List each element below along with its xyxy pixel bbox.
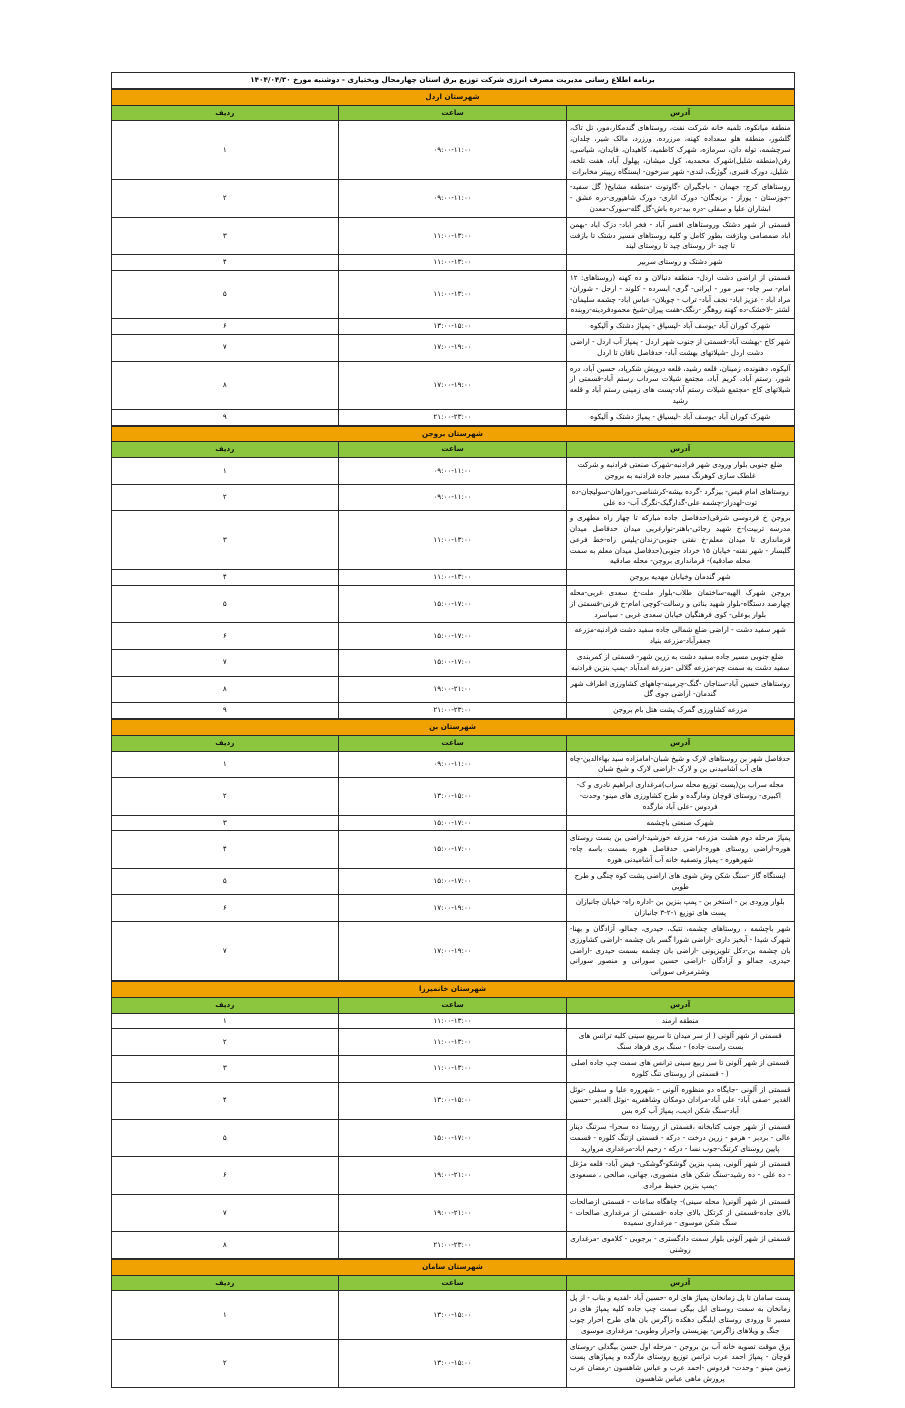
table-row [111, 270, 794, 318]
row-number: ۴ [111, 1082, 339, 1119]
column-header-address: آدرس [566, 735, 794, 751]
outage-address: مزرعه کشاورزی گمرک پشت هتل بام بروجن [566, 703, 794, 719]
row-number: ۳ [111, 511, 339, 570]
outage-address: پمپاژ مرحله دوم هشت مزرعه- مزرعه خورشید-اراضی بن بست روستای هوره-اراضی روستای هوره-اراضی حدفاصل هوره بسمت باسه چاه-شهرهوره - پمپاژ وتصفیه خانه آب آشامیدنی هوره [566, 831, 794, 868]
county-section-table [111, 426, 795, 720]
table-row [111, 1339, 794, 1387]
column-header-row [111, 735, 794, 751]
outage-time: ۱۱:۰۰-۱۳:۰۰ [339, 570, 567, 586]
row-number: ۲ [111, 180, 339, 217]
outage-address: ایستگاه گاز -سنگ شکن وش شوی های اراضی پشت کوه چنگی و طرح طوبی [566, 868, 794, 895]
row-number: ۳ [111, 217, 339, 254]
outage-time: ۱۱:۰۰-۱۳:۰۰ [339, 217, 567, 254]
row-number: ۶ [111, 895, 339, 922]
row-number: ۱ [111, 121, 339, 180]
table-row [111, 1055, 794, 1082]
outage-time: ۱۵:۰۰-۱۷:۰۰ [339, 650, 567, 677]
table-row [111, 1291, 794, 1339]
outage-time: ۲۱:۰۰-۲۳:۰۰ [339, 1232, 567, 1259]
outage-address: قسمتی از اراضی دشت اردل- منطقه دنبالان و ده کهنه (روستاهای: ۱۲ امام- سر چاه- سر مور - ایرانی- گری- ابسرده - کلوند - ارجل - شوران- مراد اباد - عزیز اباد- نجف آباد- تراب - چویلان- عباس اباد- چشمه سلیمان-لشتر -لاخشک-ده کهنه روهگر -رنگک-هفت پیران-شیخ محمودفردینه-روبنده [566, 270, 794, 318]
column-header-row-number: ردیف [111, 735, 339, 751]
row-number: ۲ [111, 778, 339, 815]
outage-time: ۱۵:۰۰-۱۷:۰۰ [339, 1119, 567, 1156]
outage-address: شهر دشتک و روستای سربیر [566, 255, 794, 271]
outage-address: قسمتی از شهر دشتک وروستاهای افسر آباد - فخر اباد- دزک اباد -بهمن اباد صمصامی وبازفت بطور کامل و کلیه روستاهای مسیر دشتک تا بازفت تا چید -از روستای چید تا روستای لیند [566, 217, 794, 254]
row-number: ۸ [111, 676, 339, 703]
table-row [111, 868, 794, 895]
column-header-address: آدرس [566, 997, 794, 1013]
table-row [111, 815, 794, 831]
outage-address: منطقه ارمند [566, 1013, 794, 1029]
row-number: ۸ [111, 1232, 339, 1259]
table-row [111, 319, 794, 335]
table-row [111, 922, 794, 981]
table-row [111, 586, 794, 623]
table-row [111, 1013, 794, 1029]
outage-time: ۱۳:۰۰-۱۵:۰۰ [339, 319, 567, 335]
outage-address: حدفاصل شهر بن روستاهای لارک و شیخ شبان-امامزاده سید بهاءالدین-چاه های آب آشامیدنی بن و لارک -اراضی لارک و شیخ شبان [566, 751, 794, 778]
outage-address: پست سامان تا پل زمانخان پمپاژ های لره -حسین آباد -لفدیه و بناب - از پل زمانخان به سمت روستای ایل بیگی سمت چپ جاده کلیه پمپاژ های در مسیر تا ورودی روستای ایلبگی دهکده زاگرس بان های طرح احرار چوب جنگ و ویلاهای زاگرس- بهزیستی واحرار وطوبی- مرغداری موسوی [566, 1291, 794, 1339]
outage-time: ۱۱:۰۰-۱۳:۰۰ [339, 1013, 567, 1029]
outage-time: ۱۹:۰۰-۲۱:۰۰ [339, 1157, 567, 1194]
outage-time: ۲۱:۰۰-۲۳:۰۰ [339, 409, 567, 425]
column-header-time: ساعت [339, 997, 567, 1013]
outage-time: ۱۷:۰۰-۱۹:۰۰ [339, 334, 567, 361]
table-row [111, 511, 794, 570]
table-row [111, 1119, 794, 1156]
row-number: ۹ [111, 703, 339, 719]
county-band-row [111, 1259, 794, 1275]
row-number: ۹ [111, 409, 339, 425]
county-section-body [111, 1259, 794, 1387]
table-row [111, 751, 794, 778]
outage-time: ۰۹:۰۰-۱۱:۰۰ [339, 121, 567, 180]
table-row [111, 255, 794, 271]
row-number: ۱ [111, 1013, 339, 1029]
table-row [111, 623, 794, 650]
outage-time: ۱۵:۰۰-۱۷:۰۰ [339, 586, 567, 623]
county-name: شهرستان بروجن [111, 426, 794, 442]
row-number: ۶ [111, 623, 339, 650]
column-header-row [111, 1275, 794, 1291]
table-row [111, 1157, 794, 1194]
outage-address: شهر سفید دشت - اراضی ضلع شمالی جاده سفید دشت فرادنبه-مزرعه جعفرآباد-مزرعه بنیاد [566, 623, 794, 650]
outage-time: ۲۱:۰۰-۲۳:۰۰ [339, 703, 567, 719]
outage-time: ۱۱:۰۰-۱۳:۰۰ [339, 1029, 567, 1056]
table-row [111, 217, 794, 254]
outage-address: روستاهای کرج- جهمان - باجگیران -گاوتوت -منطقه مشایخ( گل سفید- -جوزستان - پوراز - برنجگان- دورک اناری- دورک شاهپوری-دره عشق - ابشاران علیا و سفلی -دره بید-دره باش-گل گله-سورک-معدن [566, 180, 794, 217]
county-band-row [111, 426, 794, 442]
outage-time: ۱۹:۰۰-۲۱:۰۰ [339, 676, 567, 703]
outage-time: ۰۹:۰۰-۱۱:۰۰ [339, 484, 567, 511]
outage-time: ۱۳:۰۰-۱۵:۰۰ [339, 1291, 567, 1339]
document-title: برنامه اطلاع رسانی مدیریت مصرف انرژی شرکت توزیع برق استان چهارمحال وبختیاری - دوشنبه مورخ ۱۴۰۴/۰۴/۳۰ [111, 73, 794, 89]
outage-address: بروجن خ فردوسی شرقی(حدفاصل جاده مبارکه تا چهار راه مطهری و مدرسه تربیت)-خ شهید رجائی-باهنر-نوارغربی میدان حدفاصل میدان قرمانداری تا میدان معلم-خ نفتی جنوبی-زندان-پلیس راه-خط فرعی گلیسار - شهر نقنه- خیابان ۱۵ خرداد جنوبی(حدفاصل میدان معلم به سمت محله صادقیه)- قرمانداری بروجن- محله صادقیه [566, 511, 794, 570]
row-number: ۶ [111, 1157, 339, 1194]
table-row [111, 334, 794, 361]
county-section-table [111, 981, 795, 1259]
table-row [111, 570, 794, 586]
county-section-body [111, 981, 794, 1258]
outage-address: منطقه میانکوه، تلمبه خانه شرکت نفت، روستاهای گندمکار،مور، تل تاک، گلشور، منطقه هلو سعداده کهنه، مرزرده، ورزرد، مالک شیر، چلدان، سرچشمه، توله دان، سرمازه، شهرک کاظمیه، کاهیدان، فایدان، شیاسی، رفن(منطقه شلیل)شهرک محمدیه، کول میشان، پهلول آباد، هفت تلخه، شلیل، دورک قنبری، گوژنگ، لندی- شهر سرخون- ایستگاه ریپیتر مخابرات [566, 121, 794, 180]
table-row [111, 180, 794, 217]
county-section-table [111, 1259, 795, 1388]
outage-time: ۰۹:۰۰-۱۱:۰۰ [339, 458, 567, 485]
table-row [111, 484, 794, 511]
column-header-time: ساعت [339, 105, 567, 121]
row-number: ۵ [111, 270, 339, 318]
outage-time: ۱۵:۰۰-۱۷:۰۰ [339, 815, 567, 831]
county-section-body [111, 426, 794, 719]
county-band-row [111, 981, 794, 997]
outage-address: قسمتی از شهر آلونی( محله سینی)- چاهگاه ساعات - قسمتی ازصالحات بالای جاده-قسمتی از کرتکل بالای جاده -قسمتی از مرغداری صالحات - سنگ شکن موسوی - مرغداری سمیده [566, 1194, 794, 1231]
outage-address: شهرک کوران آباد -یوسف آباد -لیسیاق - پمپاژ دشتک و آلیکوه [566, 409, 794, 425]
row-number: ۵ [111, 1119, 339, 1156]
outage-time: ۰۹:۰۰-۱۱:۰۰ [339, 751, 567, 778]
table-row [111, 650, 794, 677]
outage-time: ۱۱:۰۰-۱۳:۰۰ [339, 1055, 567, 1082]
column-header-time: ساعت [339, 1275, 567, 1291]
outage-address: قسمتی از شهر جونب کتابخانه ،قسمتی از روستا ده سحرا- سرتنگ دینار عالی - بردبر - هرمو - زرین درخت - درکه - قسمتی ازتنگ کلوره - قسمت پایین روستای کرتنگ-جوب نسا - درکه - رحیم اباد-مرغداری مروارید [566, 1119, 794, 1156]
document-title-row [111, 73, 794, 89]
outage-time: ۱۳:۰۰-۱۵:۰۰ [339, 1082, 567, 1119]
county-section-table [111, 89, 795, 426]
table-row [111, 778, 794, 815]
county-band-row [111, 89, 794, 105]
row-number: ۴ [111, 570, 339, 586]
outage-address: شهرک کوران آباد -یوسف آباد -لیسیاق - پمپاژ دشتک و آلیکوه [566, 319, 794, 335]
county-name: شهرستان بن [111, 720, 794, 736]
outage-time: ۱۷:۰۰-۱۹:۰۰ [339, 361, 567, 409]
row-number: ۱ [111, 751, 339, 778]
outage-time: ۱۳:۰۰-۱۵:۰۰ [339, 778, 567, 815]
row-number: ۷ [111, 650, 339, 677]
county-name: شهرستان سامان [111, 1259, 794, 1275]
row-number: ۲ [111, 1029, 339, 1056]
column-header-time: ساعت [339, 442, 567, 458]
outage-time: ۰۹:۰۰-۱۱:۰۰ [339, 180, 567, 217]
column-header-row-number: ردیف [111, 442, 339, 458]
table-row [111, 409, 794, 425]
outage-time: ۱۱:۰۰-۱۳:۰۰ [339, 511, 567, 570]
column-header-time: ساعت [339, 735, 567, 751]
table-row [111, 1194, 794, 1231]
row-number: ۳ [111, 815, 339, 831]
outage-address: قسمتی از شهر آلونی تا سر ربیع سینی ترانس های سمت چپ جاده اصلی ( - قسمتی از روستای تنگ کلوره [566, 1055, 794, 1082]
outage-time: ۱۱:۰۰-۱۳:۰۰ [339, 255, 567, 271]
outage-time: ۱۷:۰۰-۱۹:۰۰ [339, 922, 567, 981]
table-row [111, 1232, 794, 1259]
outage-address: شهر باچشمه ، روستاهای چشمه، تتبک، حیدری، جمالو، آزادگان و بهنا-شهرک شیدا - آبخیز داری -اراضی شورا گسر بان چشمه -اراضی کشاورزی بان چشمه بن-دکل تلویزیونی -اراضی بان چشمه بسمت حیدری -اراضی حیدری، جمالو و آزادگان -اراضی حسین سورانی و منصور سورانی وشترمرغی سورانی [566, 922, 794, 981]
column-header-row-number: ردیف [111, 105, 339, 121]
column-header-address: آدرس [566, 1275, 794, 1291]
table-body [111, 73, 794, 89]
row-number: ۲ [111, 1339, 339, 1387]
column-header-row [111, 442, 794, 458]
county-band-row [111, 720, 794, 736]
outage-time: ۱۱:۰۰-۱۳:۰۰ [339, 270, 567, 318]
county-name: شهرستان اردل [111, 89, 794, 105]
outage-address: بلوار ورودی بن - استخر بن - پمپ بنزین بن -اداره راه- خیابان جانبازان پست های توزیع ۱-۲-۳ جانبازان [566, 895, 794, 922]
outage-address: شهر کاج -بهشت آباد-قسمتی از جنوب شهر اردل - پمپاژ آب اردل - اراضی دشت اردل -شیلاتهای بهشت آباد- حدفاصل ناقان تا اردل [566, 334, 794, 361]
column-header-row [111, 997, 794, 1013]
row-number: ۵ [111, 868, 339, 895]
outage-address: آلیکوه، دهنونده، زمینان، قلعه رشید، قلعه درویش شکرپاد، حسین آباد، دره شور، رستم آباد، کریم آباد، مجتمع شیلات سرداب رستم آباد-قسمتی از شیلاتهای کاج -مجتمع شیلات رستم آباد-پست های زمینی رستم آباد و قلعه رشید [566, 361, 794, 409]
row-number: ۵ [111, 586, 339, 623]
table-row [111, 1082, 794, 1119]
outage-time: ۱۵:۰۰-۱۷:۰۰ [339, 623, 567, 650]
outage-address: قسمتی از آلونی -جایگاه دو منظوره آلونی - شهروره علیا و سفلی -نوئل الغدیر -صفی آباد- علی آباد-مرادان دومکان وشاهفریه -نوئل الغدیر -حسین آباد-سنگ شکن ادیب، پمپاژ آب کره بس [566, 1082, 794, 1119]
table-row [111, 703, 794, 719]
row-number: ۴ [111, 831, 339, 868]
outage-address: شهر گندمان وخیابان مهدیه بروجن [566, 570, 794, 586]
outage-time: ۱۹:۰۰-۲۱:۰۰ [339, 1194, 567, 1231]
table-row [111, 1029, 794, 1056]
outage-address: برق موقت تصویه خانه آب بن بروجن - مرحله اول حسن بیگدلی -روستای قوچان - پمپاژ احمد عرب ترانس توزیع روستای مارگده و پمپاژهای پست زمین مینو - وحدت- فردوس -احمد عرب و عباس شاهسون -رمضان عرب پرورش ماهی عباس شاهسون [566, 1339, 794, 1387]
row-number: ۸ [111, 361, 339, 409]
county-section-table [111, 719, 795, 981]
county-name: شهرستان خانمیرزا [111, 981, 794, 997]
outage-address: قسمتی از شهر آلونی، پمپ بنزین گوشکو-گوشکی- فیض آباد- قلعه مژغل - ده علی - ده رشید-سنگ شکن های منصوری، جهانی، صالحی ، مسعودی -پمپ بنزین حفیظ مرادی [566, 1157, 794, 1194]
outage-address: قسمتی از شهر آلونی بلوار سمت دادگستری - برجویی - کلاموی -مرغداری روشنی [566, 1232, 794, 1259]
table-row [111, 121, 794, 180]
outage-address: محله سراب بن(پست توزیع محله سراب)مرغداری ابراهیم نادری و ک-اکبیری- روستای قوچان ومارگده و طرح کشاورزی های مینو- وحدت- فردوس -علی آباد مارگده [566, 778, 794, 815]
county-section-body [111, 89, 794, 425]
column-header-address: آدرس [566, 105, 794, 121]
row-number: ۳ [111, 1055, 339, 1082]
row-number: ۱ [111, 1291, 339, 1339]
outage-address: بروجن شهرک الهیه-ساختمان طلاب-بلوار ملت-خ سعدی غربی-محله چهارصد دستگاه-بلوار شهید بناتی و رسالت-کوچی امام-خ قرنی-قسمتی از بلوار بوعلی- کوی فرهنگیان خیابان سعدی غربی - سیاسرد [566, 586, 794, 623]
row-number: ۴ [111, 255, 339, 271]
outage-time: ۱۳:۰۰-۱۵:۰۰ [339, 1339, 567, 1387]
outage-schedule-table [111, 72, 795, 89]
outage-address: قسمتی از شهر آلونی ( از سر میدان تا سربیع سینی کلیه ترانس های بست راست جاده) - سنگ بری فرهاد سنگ [566, 1029, 794, 1056]
column-header-row [111, 105, 794, 121]
outage-time: ۱۵:۰۰-۱۷:۰۰ [339, 868, 567, 895]
outage-address: شهرک صنعتی باچشمه [566, 815, 794, 831]
row-number: ۷ [111, 922, 339, 981]
outage-address: روستاهای حسین آباد-سناجان -گنگ-چرمینه-چاههای کشاورزی اطراف شهر گندمان- اراضی جوی گل [566, 676, 794, 703]
table-row [111, 361, 794, 409]
outage-time: ۱۵:۰۰-۱۷:۰۰ [339, 831, 567, 868]
county-section-body [111, 720, 794, 981]
row-number: ۶ [111, 319, 339, 335]
table-row [111, 676, 794, 703]
column-header-row-number: ردیف [111, 997, 339, 1013]
row-number: ۷ [111, 334, 339, 361]
outage-address: ضلع جنوبی مسیر جاده سفید دشت به زرین شهر- قسمتی از کمربندی سفید دشت به سمت چم-مزرعه گلالی -مزرعه امدآباد -پمپ بنزین فرادنبه [566, 650, 794, 677]
outage-address: ضلع جنوبی بلوار ورودی شهر فرادنبه-شهرک صنعتی فرادنبه و شرکت غلطک سازی کوهرنگ مسیر جاده فرادنبه به بروجن [566, 458, 794, 485]
outage-address: روستاهای امام قیس- بیزگرد -گرده بیشه-کرشناصی-دوراهان-سولیجان-ده توت-لهدراز-چشمه علی-گدارگبک-نگرگ آب- ده علی [566, 484, 794, 511]
sections-root [0, 89, 905, 1388]
column-header-address: آدرس [566, 442, 794, 458]
table-row [111, 895, 794, 922]
row-number: ۷ [111, 1194, 339, 1231]
table-row [111, 831, 794, 868]
row-number: ۲ [111, 484, 339, 511]
outage-time: ۱۷:۰۰-۱۹:۰۰ [339, 895, 567, 922]
column-header-row-number: ردیف [111, 1275, 339, 1291]
row-number: ۱ [111, 458, 339, 485]
table-row [111, 458, 794, 485]
